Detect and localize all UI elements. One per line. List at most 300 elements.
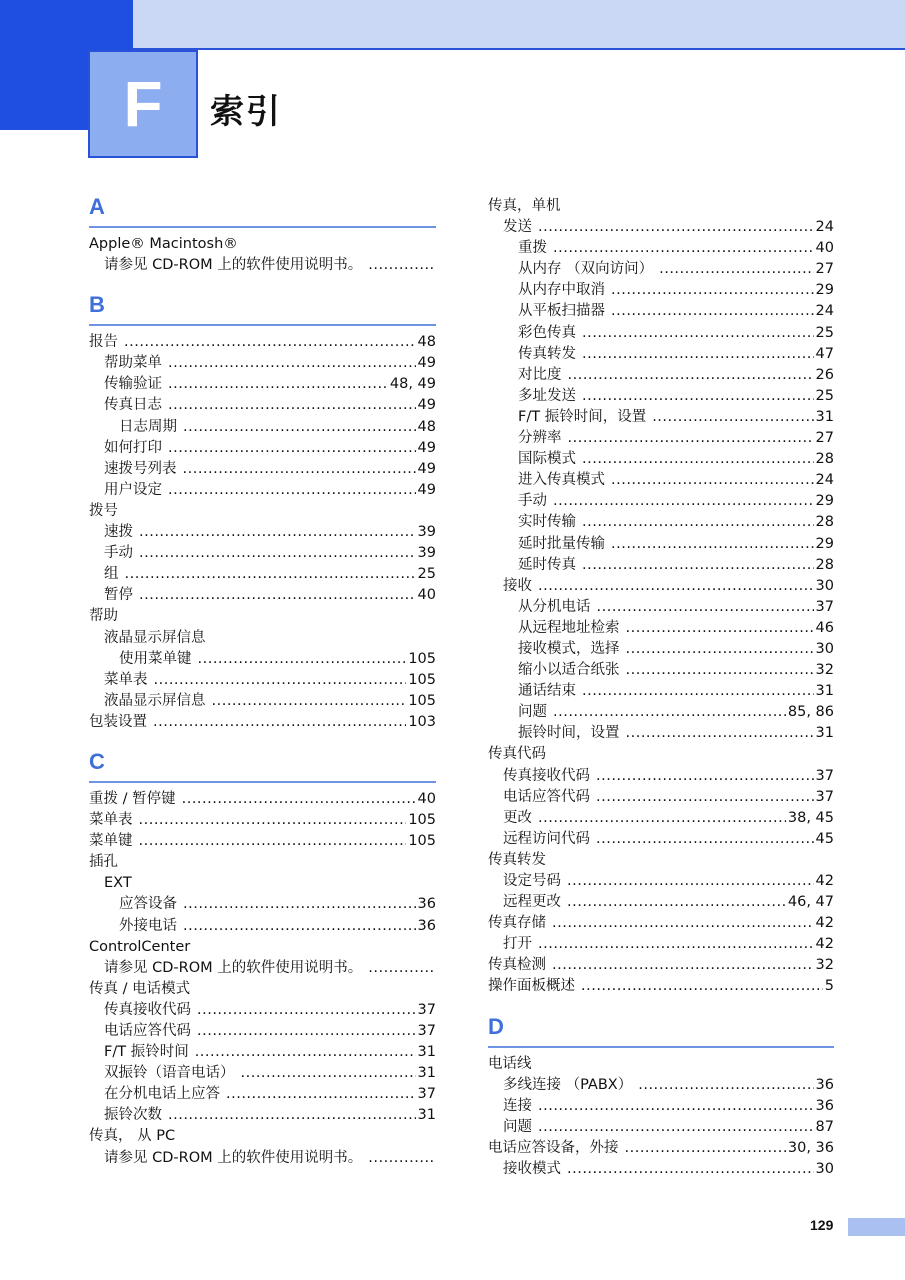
index-entry	[89, 873, 436, 894]
index-entry	[488, 618, 834, 639]
index-term: 如何打印	[104, 439, 162, 456]
index-term: EXT	[104, 875, 132, 892]
dot-leader	[168, 395, 416, 416]
index-page-ref: 28	[815, 514, 834, 531]
index-entry	[488, 702, 834, 723]
index-entry	[89, 1148, 436, 1169]
index-term: 菜单表	[104, 671, 148, 688]
index-entry	[488, 955, 834, 976]
index-term: 电话线	[488, 1055, 532, 1072]
section-heading: C	[89, 747, 436, 783]
index-term: 传真接收代码	[503, 767, 590, 784]
index-term: 插孔	[89, 854, 118, 871]
dot-leader	[582, 681, 814, 702]
index-page-ref: 32	[815, 662, 834, 679]
index-page-ref: 48, 49	[389, 376, 436, 393]
index-term: 请参见 CD-ROM 上的软件使用说明书。	[104, 1149, 363, 1166]
index-entry	[488, 217, 834, 238]
index-entry	[488, 892, 834, 913]
dot-leader	[139, 543, 416, 564]
index-term: 从平板扫描器	[518, 303, 605, 320]
index-page-ref: 28	[815, 556, 834, 573]
index-page-ref: 32	[815, 957, 834, 974]
index-entry	[488, 829, 834, 850]
dot-leader	[538, 808, 786, 829]
dot-leader	[625, 1138, 786, 1159]
index-page-ref: 103	[408, 713, 436, 730]
dot-leader	[153, 712, 406, 733]
index-entry	[488, 196, 834, 217]
index-page-ref: 26	[815, 366, 834, 383]
index-entry	[488, 259, 834, 280]
index-entry	[488, 1117, 834, 1138]
dot-leader	[582, 323, 814, 344]
index-entry	[488, 323, 834, 344]
index-term: 传真，单机	[488, 198, 561, 214]
index-term: 电话应答代码	[503, 788, 590, 805]
dot-leader	[597, 597, 814, 618]
index-page-ref: 28	[815, 451, 834, 468]
dot-leader	[197, 1000, 416, 1021]
index-page-ref: 5	[824, 978, 834, 995]
index-entry	[488, 555, 834, 576]
index-entry	[89, 712, 436, 733]
dot-leader	[568, 428, 814, 449]
index-entry	[89, 789, 436, 810]
dot-leader	[168, 438, 416, 459]
index-page-ref: 36	[417, 917, 436, 934]
index-term: 延时批量传输	[518, 535, 605, 552]
index-entry	[89, 649, 436, 670]
index-entry	[89, 937, 436, 958]
index-entry	[89, 501, 436, 522]
index-term: 从内存 （双向访问）	[518, 261, 654, 278]
index-page-ref: 31	[815, 683, 834, 700]
index-page-ref: 38, 45	[787, 809, 834, 826]
page-number-tab	[848, 1218, 905, 1236]
index-page-ref: 37	[417, 1001, 436, 1018]
dot-leader	[553, 491, 814, 512]
index-entry	[488, 365, 834, 386]
index-page-ref: 37	[417, 1023, 436, 1039]
index-term: 传真存储	[488, 915, 546, 932]
index-term: 从分机电话	[518, 598, 591, 615]
index-page-ref: 25	[417, 566, 436, 583]
index-entry	[488, 512, 834, 533]
index-term: 传真 / 电话模式	[89, 980, 191, 997]
index-page-ref: 31	[417, 1065, 436, 1082]
dot-leader	[368, 1148, 434, 1169]
section-heading: D	[488, 1012, 834, 1048]
index-entry	[488, 871, 834, 892]
index-entry	[89, 585, 436, 606]
index-page-ref: 105	[408, 671, 436, 688]
index-term: 请参见 CD-ROM 上的软件使用说明书。	[104, 959, 363, 976]
dot-leader	[552, 955, 814, 976]
index-entry	[89, 979, 436, 1000]
dot-leader	[611, 470, 814, 491]
index-term: 包装设置	[89, 713, 147, 730]
index-entry	[488, 491, 834, 512]
dot-leader	[611, 301, 814, 322]
index-entry	[89, 234, 436, 255]
index-page-ref: 48	[417, 418, 436, 435]
index-page-ref: 29	[815, 282, 834, 299]
index-term: 接收模式，选择	[518, 640, 620, 657]
dot-leader	[552, 913, 814, 934]
index-term: 更改	[503, 809, 532, 826]
index-term: 暂停	[104, 587, 133, 604]
header-band	[0, 0, 905, 50]
index-page-ref: 25	[815, 324, 834, 341]
index-term: 液晶显示屏信息	[104, 692, 206, 709]
index-page-ref: 24	[815, 303, 834, 320]
dot-leader	[212, 691, 407, 712]
index-page-ref: 24	[815, 472, 834, 489]
index-term: 请参见 CD-ROM 上的软件使用说明书。	[104, 257, 363, 274]
chapter-letter: F	[88, 50, 198, 158]
section-heading: A	[89, 192, 436, 228]
index-term: 电话应答代码	[104, 1023, 191, 1039]
index-term: 液晶显示屏信息	[104, 629, 206, 646]
index-term: 速拨号列表	[104, 460, 177, 477]
index-entry	[89, 606, 436, 627]
index-term: 操作面板概述	[488, 978, 575, 995]
index-term: 组	[104, 566, 119, 583]
index-entry	[89, 374, 436, 395]
index-term: 振铃次数	[104, 1107, 162, 1124]
dot-leader	[596, 787, 814, 808]
index-entry	[488, 976, 834, 997]
index-page-ref: 105	[408, 692, 436, 709]
index-page-ref: 37	[815, 788, 834, 805]
index-page-ref: 39	[417, 524, 436, 541]
index-term: 帮助	[89, 608, 118, 625]
index-term: 在分机电话上应答	[104, 1086, 220, 1103]
index-term: 设定号码	[503, 873, 561, 889]
index-term: ControlCenter	[89, 938, 191, 955]
index-term: 远程更改	[503, 894, 561, 911]
index-entry	[89, 353, 436, 374]
index-term: 拨号	[89, 502, 118, 519]
index-page-ref: 27	[815, 430, 834, 447]
index-term: 菜单表	[89, 812, 133, 829]
index-term: 手动	[104, 545, 133, 562]
dot-leader	[538, 1096, 814, 1117]
index-term: 传真， 从 PC	[89, 1128, 176, 1145]
index-entry	[488, 1054, 834, 1075]
index-entry	[89, 1105, 436, 1126]
dot-leader	[581, 976, 823, 997]
index-entry	[488, 576, 834, 597]
dot-leader	[183, 894, 416, 915]
dot-leader	[198, 649, 407, 670]
dot-leader	[626, 723, 814, 744]
index-page-ref: 49	[417, 481, 436, 498]
index-entry	[89, 1000, 436, 1021]
dot-leader	[659, 259, 813, 280]
dot-leader	[652, 407, 813, 428]
index-entry	[488, 238, 834, 259]
index-page-ref: 30	[815, 1161, 834, 1178]
index-page-ref: 49	[417, 355, 436, 372]
index-entry	[89, 958, 436, 979]
index-term: 远程访问代码	[503, 830, 590, 847]
index-page-ref: 36	[815, 1097, 834, 1114]
index-entry	[89, 1063, 436, 1084]
index-entry	[488, 534, 834, 555]
index-page-ref: 42	[815, 936, 834, 953]
index-term: F/T 振铃时间	[104, 1044, 189, 1061]
index-entry	[488, 597, 834, 618]
dot-leader	[168, 480, 416, 501]
index-term: 传真代码	[488, 746, 546, 763]
dot-leader	[241, 1063, 416, 1084]
index-entry	[89, 831, 436, 852]
index-term: 振铃时间，设置	[518, 725, 620, 742]
index-column-left	[89, 192, 436, 1169]
dot-leader	[226, 1084, 416, 1105]
index-page-ref: 85, 86	[787, 704, 834, 721]
dot-leader	[139, 810, 407, 831]
index-entry	[89, 810, 436, 831]
index-page-ref: 37	[815, 767, 834, 784]
index-entry	[488, 344, 834, 365]
index-page-ref: 40	[417, 587, 436, 604]
index-entry	[89, 543, 436, 564]
dot-leader	[553, 238, 814, 259]
index-term: 接收	[503, 577, 532, 594]
dot-leader	[611, 280, 814, 301]
index-entry	[89, 1042, 436, 1063]
index-page-ref: 25	[815, 387, 834, 404]
index-entry	[488, 428, 834, 449]
index-page-ref: 30, 36	[787, 1139, 834, 1156]
index-entry	[488, 766, 834, 787]
index-term: 通话结束	[518, 683, 576, 700]
index-entry	[89, 852, 436, 873]
index-term: 日志周期	[119, 418, 177, 435]
index-page-ref: 45	[815, 830, 834, 847]
index-term: Apple® Macintosh®	[89, 236, 238, 252]
index-term: 分辨率	[518, 430, 562, 447]
dot-leader	[195, 1042, 416, 1063]
dot-leader	[183, 459, 416, 480]
index-page-ref: 49	[417, 460, 436, 477]
index-page-ref: 31	[815, 408, 834, 425]
index-term: 打开	[503, 936, 532, 953]
dot-leader	[553, 702, 786, 723]
index-entry	[488, 787, 834, 808]
index-entry	[89, 1084, 436, 1105]
index-page-ref: 29	[815, 535, 834, 552]
index-term: 问题	[503, 1118, 532, 1135]
index-term: 用户设定	[104, 481, 162, 498]
index-term: 实时传输	[518, 514, 576, 531]
index-entry	[488, 301, 834, 322]
index-entry	[488, 723, 834, 744]
index-term: 速拨	[104, 524, 133, 541]
dot-leader	[139, 585, 416, 606]
dot-leader	[626, 660, 814, 681]
index-term: 传真接收代码	[104, 1001, 191, 1018]
index-entry	[488, 1096, 834, 1117]
index-entry	[89, 417, 436, 438]
index-page-ref: 105	[408, 833, 436, 850]
index-entry	[488, 1159, 834, 1180]
dot-leader	[567, 892, 786, 913]
index-term: 国际模式	[518, 451, 576, 468]
dot-leader	[182, 789, 416, 810]
index-entry	[89, 691, 436, 712]
index-term: 使用菜单键	[119, 650, 192, 667]
index-page-ref: 46, 47	[787, 894, 834, 911]
dot-leader	[538, 576, 814, 597]
index-entry	[89, 438, 436, 459]
dot-leader	[567, 1159, 814, 1180]
index-entry	[89, 628, 436, 649]
index-term: 多址发送	[518, 387, 576, 404]
index-entry	[488, 639, 834, 660]
index-page-ref: 49	[417, 397, 436, 414]
index-entry	[488, 744, 834, 765]
index-page-ref: 42	[815, 873, 834, 889]
index-entry	[488, 808, 834, 829]
index-page-ref: 105	[408, 812, 436, 829]
index-entry	[89, 894, 436, 915]
dot-leader	[582, 344, 814, 365]
index-term: 延时传真	[518, 556, 576, 573]
index-page-ref: 87	[815, 1118, 834, 1135]
index-term: 双振铃（语音电话）	[104, 1065, 235, 1082]
index-page-ref: 31	[815, 725, 834, 742]
index-term: 发送	[503, 219, 532, 236]
dot-leader	[183, 417, 416, 438]
index-entry	[488, 681, 834, 702]
index-term: 连接	[503, 1097, 532, 1114]
index-page-ref: 42	[815, 915, 834, 932]
dot-leader	[368, 255, 434, 276]
index-entry	[89, 255, 436, 276]
dot-leader	[168, 353, 416, 374]
index-term: 传真日志	[104, 397, 162, 414]
index-term: 重拨	[518, 240, 547, 257]
index-entry	[89, 522, 436, 543]
dot-leader	[638, 1075, 813, 1096]
index-page-ref: 40	[815, 240, 834, 257]
index-term: 帮助菜单	[104, 355, 162, 372]
index-page-ref: 46	[815, 619, 834, 636]
dot-leader	[168, 1105, 416, 1126]
index-entry	[488, 1138, 834, 1159]
index-page-ref: 39	[417, 545, 436, 562]
index-term: 传真转发	[518, 345, 576, 362]
index-entry	[488, 386, 834, 407]
index-term: 从内存中取消	[518, 282, 605, 299]
index-page-ref: 27	[815, 261, 834, 278]
dot-leader	[626, 639, 814, 660]
index-term: 重拨 / 暂停键	[89, 790, 176, 807]
index-page-ref: 49	[417, 439, 436, 456]
index-term: 报告	[89, 334, 118, 351]
page-title: 索引	[210, 92, 282, 132]
index-entry	[89, 395, 436, 416]
index-entry	[89, 564, 436, 585]
dot-leader	[611, 534, 814, 555]
index-term: 传真转发	[488, 851, 546, 868]
dot-leader	[124, 332, 416, 353]
index-page-ref: 40	[417, 790, 436, 807]
index-page-ref: 37	[815, 598, 834, 615]
index-entry	[89, 1126, 436, 1147]
index-entry	[89, 480, 436, 501]
index-page-ref: 48	[417, 334, 436, 351]
index-page-ref: 30	[815, 577, 834, 594]
page-number: 129	[810, 1217, 834, 1233]
index-entry	[89, 1021, 436, 1042]
index-term: 缩小以适合纸张	[518, 662, 620, 679]
dot-leader	[582, 555, 814, 576]
index-term: 问题	[518, 704, 547, 721]
index-page-ref: 36	[815, 1076, 834, 1093]
dot-leader	[596, 766, 814, 787]
dot-leader	[154, 670, 407, 691]
dot-leader	[538, 1117, 814, 1138]
index-term: 应答设备	[119, 896, 177, 913]
dot-leader	[582, 449, 814, 470]
index-term: 外接电话	[119, 917, 177, 934]
index-entry	[488, 280, 834, 301]
index-page-ref: 36	[417, 896, 436, 913]
dot-leader	[582, 512, 814, 533]
index-term: 对比度	[518, 366, 562, 383]
index-term: 多线连接 （PABX）	[503, 1076, 633, 1093]
index-term: 从远程地址检索	[518, 619, 620, 636]
dot-leader	[596, 829, 814, 850]
index-entry	[488, 1075, 834, 1096]
index-page-ref: 31	[417, 1044, 436, 1061]
index-entry	[488, 660, 834, 681]
index-entry	[488, 850, 834, 871]
dot-leader	[538, 217, 814, 238]
dot-leader	[139, 522, 416, 543]
dot-leader	[183, 916, 416, 937]
index-entry	[488, 407, 834, 428]
index-term: 电话应答设备，外接	[488, 1139, 619, 1156]
index-term: 传输验证	[104, 376, 162, 393]
index-page-ref: 47	[815, 345, 834, 362]
index-entry	[89, 459, 436, 480]
dot-leader	[538, 934, 814, 955]
index-entry	[89, 916, 436, 937]
dot-leader	[568, 365, 814, 386]
dot-leader	[368, 958, 434, 979]
dot-leader	[168, 374, 388, 395]
section-heading: B	[89, 290, 436, 326]
dot-leader	[125, 564, 416, 585]
index-page-ref: 37	[417, 1086, 436, 1103]
index-term: 彩色传真	[518, 324, 576, 341]
dot-leader	[139, 831, 407, 852]
index-entry	[488, 449, 834, 470]
index-term: 菜单键	[89, 833, 133, 850]
index-term: 手动	[518, 493, 547, 510]
index-term: 进入传真模式	[518, 472, 605, 489]
index-page-ref: 105	[408, 650, 436, 667]
index-page-ref: 24	[815, 219, 834, 236]
index-page-ref: 31	[417, 1107, 436, 1124]
index-term: 接收模式	[503, 1161, 561, 1178]
